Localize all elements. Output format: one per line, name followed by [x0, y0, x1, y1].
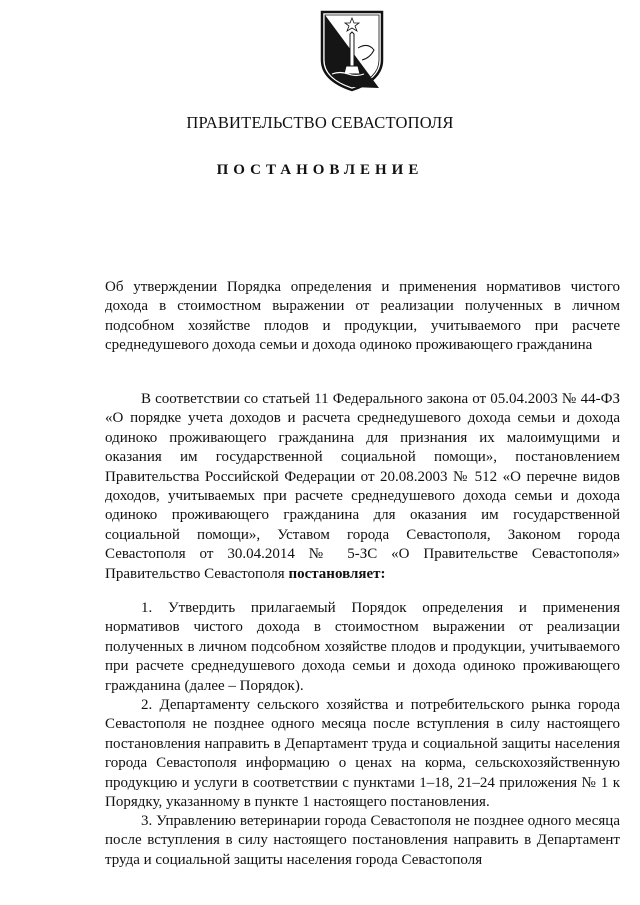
preamble-text: В соответствии со статьей 11 Федерального закона от 05.04.2003 № 44-ФЗ «О порядке учета доходов и расчета среднедушевого дохода семьи и дохода одиноко проживающего гражданина для признания их малоимущими и оказания им государственной социальной помощи», постановлением Правительства Российской Федерации от 20.08.2003 № 512 «О перечне видов доходов, учитываемых при расчете среднедушевого дохода семьи и дохода одиноко проживающего гражданина для оказания им государственной социальной помощи», Уставом города Севастополя, Законом города Севастополя от 30.04.2014 № 5-ЗС «О Правительстве Севастополя» Правительство Севастополя — [105, 391, 620, 582]
decree-item-2: 2. Департаменту сельского хозяйства и потребительского рынка города Севастополя не позднее одного месяца после вступления в силу настоящего постановления направить в Департамент труда и социальной защиты населения города Севастополя информацию о ценах на корма, сельскохозяйственную продукцию и услуги в соответствии с пунктами 1–18, 21–24 приложения № 1 к Порядку, указанному в пункте 1 настоящего постановления. — [105, 697, 620, 811]
decree-subject: Об утверждении Порядка определения и применения нормативов чистого дохода в стоимостном выражении от реализации полученных в личном подсобном хозяйстве плодов и продукции, учитываемого при расчете среднедушевого дохода семьи и дохода одиноко проживающего гражданина — [105, 279, 620, 354]
preamble-paragraph — [105, 390, 620, 584]
coat-of-arms-icon — [318, 8, 386, 92]
government-title: ПРАВИТЕЛЬСТВО СЕВАСТОПОЛЯ — [186, 113, 454, 132]
decree-item-3: 3. Управлению ветеринарии города Севастополя не позднее одного месяца после вступления в силу настоящего постановления направить в Департамент труда и социальной защиты населения города Севастополя — [105, 813, 620, 868]
decree-keyword: постановляет: — [288, 565, 386, 582]
document-type-heading: ПОСТАНОВЛЕНИЕ — [216, 162, 424, 178]
decree-item-1: 1. Утвердить прилагаемый Порядок определения и применения нормативов чистого дохода в стоимостном выражении от реализации полученных в личном подсобном хозяйстве плодов и продукции, учитываемого при расчете среднедушевого дохода семьи и дохода одиноко проживающего гражданина (далее – Порядок). — [105, 600, 620, 694]
